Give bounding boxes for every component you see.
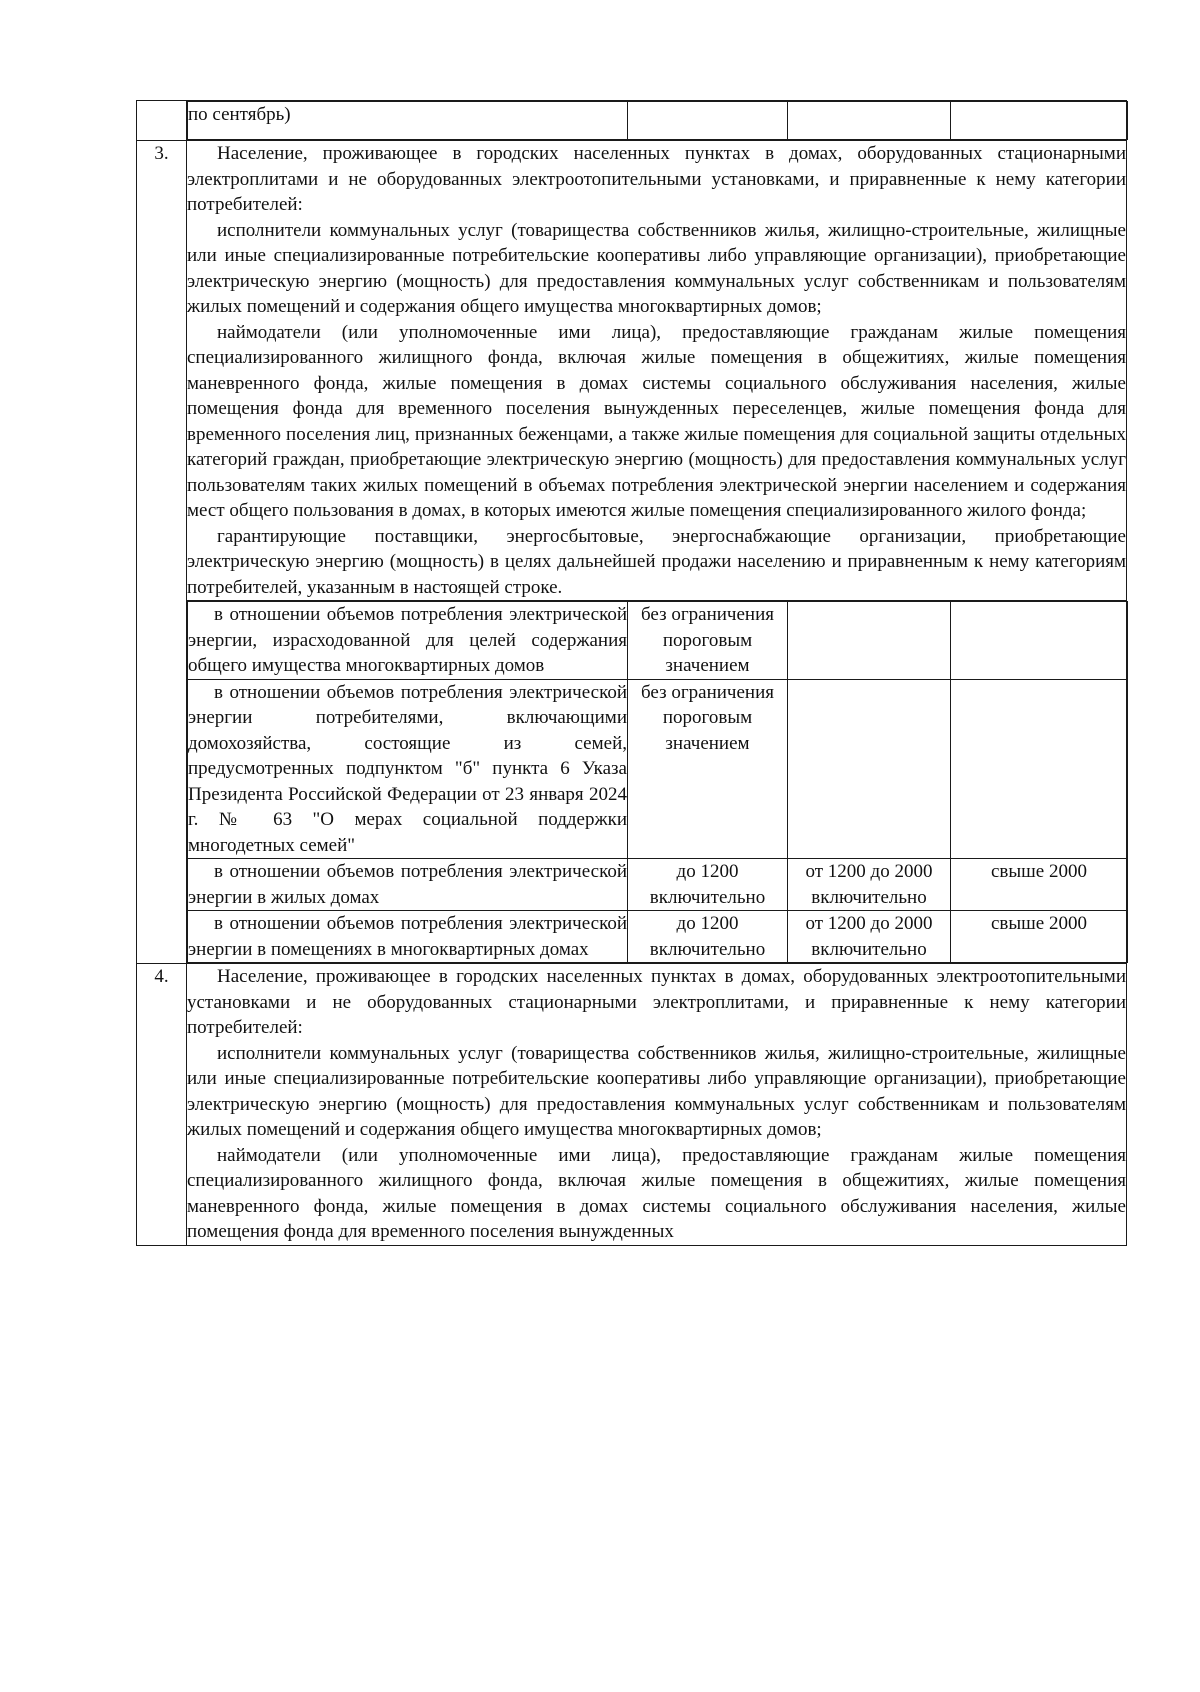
volume-subtable: [187, 601, 1128, 963]
continuation-row: [137, 101, 1127, 141]
paragraph: Население, проживающее в городских населенных пунктах в домах, оборудованных электроотопительными установками и не оборудованных стационарными электроплитами, и приравненные к нему категории потребителей:: [187, 966, 1126, 1038]
row-3-description: [187, 141, 1127, 601]
threshold-1: до 1200 включительно: [628, 859, 788, 911]
threshold-2: [788, 602, 951, 680]
paragraph: исполнители коммунальных услуг (товарищества собственников жилья, жилищно-строительные, жилищные или иные специализированные потребительские кооперативы либо управляющие организации), приобретающие электрическую энергию (мощность) для предоставления коммунальных услуг собственникам и пользователям жилых помещений и содержания общего имущества многоквартирных домов;: [187, 1042, 1126, 1140]
row-3: [137, 141, 1127, 601]
value-cell: [951, 102, 1128, 140]
threshold-1: без ограничения пороговым значением: [628, 679, 788, 859]
threshold-2: [788, 679, 951, 859]
threshold-1: до 1200 включительно: [628, 911, 788, 963]
row-3-subrows: [137, 601, 1127, 964]
paragraph: гарантирующие поставщики, энергосбытовые, энергоснабжающие организации, приобретающие электрическую энергию (мощность) в целях дальнейшей продажи населению и приравненным к нему категориям потребителей, указанным в настоящей строке.: [187, 525, 1126, 598]
tariff-table: [136, 100, 1127, 1246]
subrow-description: в отношении объемов потребления электрической энергии в жилых домах: [188, 859, 628, 911]
paragraph: Население, проживающее в городских населенных пунктах в домах, оборудованных стационарными электроплитами и не оборудованных электроотопительными установками, и приравненные к нему категории потребителей:: [187, 143, 1126, 215]
subrow-description: в отношении объемов потребления электрической энергии потребителями, включающими домохозяйства, состоящие из семей, предусмотренных подпунктом "б" пункта 6 Указа Президента Российской Федерации от 23 января 2024 г. № 63 "О мерах социальной поддержки многодетных семей": [188, 679, 628, 859]
row-number-cell: [137, 101, 187, 141]
paragraph: наймодатели (или уполномоченные ими лица), предоставляющие гражданам жилые помещения специализированного жилищного фонда, включая жилые помещения в общежитиях, жилые помещения маневренного фонда, жилые помещения в домах системы социального обслуживания населения, жилые помещения фонда для временного поселения вынужденных переселенцев, жилые помещения фонда для временного поселения лиц, признанных беженцами, а также жилые помещения для социальной защиты отдельных категорий граждан, приобретающие электрическую энергию (мощность) для предоставления коммунальных услуг пользователям таких жилых помещений в объемах потребления электрической энергии населением и содержания мест общего пользования в домах, в которых имеются жилые помещения специализированного жилого фонда;: [187, 321, 1126, 521]
continuation-text: по сентябрь): [188, 102, 628, 140]
threshold-2: от 1200 до 2000 включительно: [788, 911, 951, 963]
threshold-2: от 1200 до 2000 включительно: [788, 859, 951, 911]
subrow: [188, 859, 1128, 911]
subrow: [188, 679, 1128, 859]
paragraph: наймодатели (или уполномоченные ими лица), предоставляющие гражданам жилые помещения специализированного жилищного фонда, включая жилые помещения в общежитиях, жилые помещения маневренного фонда, жилые помещения в домах системы социального обслуживания населения, жилые помещения фонда для временного поселения вынужденных: [187, 1144, 1126, 1242]
subrow-description: в отношении объемов потребления электрической энергии, израсходованной для целей содержания общего имущества многоквартирных домов: [188, 602, 628, 680]
threshold-3: свыше 2000: [951, 859, 1128, 911]
paragraph: исполнители коммунальных услуг (товарищества собственников жилья, жилищно-строительные, жилищные или иные специализированные потребительские кооперативы либо управляющие организации), приобретающие электрическую энергию (мощность) для предоставления коммунальных услуг собственникам и пользователям жилых помещений и содержания общего имущества многоквартирных домов;: [187, 219, 1126, 317]
threshold-3: свыше 2000: [951, 911, 1128, 963]
threshold-1: без ограничения пороговым значением: [628, 602, 788, 680]
value-cell: [788, 102, 951, 140]
subrow: [188, 911, 1128, 963]
row-4-description: [187, 964, 1127, 1246]
threshold-3: [951, 602, 1128, 680]
subrow-description: в отношении объемов потребления электрической энергии в помещениях в многоквартирных домах: [188, 911, 628, 963]
row-4: [137, 964, 1127, 1246]
row-number: 4.: [137, 964, 187, 1246]
continuation-subtable: [187, 101, 1128, 140]
threshold-3: [951, 679, 1128, 859]
subrow: [188, 602, 1128, 680]
row-number: 3.: [137, 141, 187, 964]
value-cell: [628, 102, 788, 140]
